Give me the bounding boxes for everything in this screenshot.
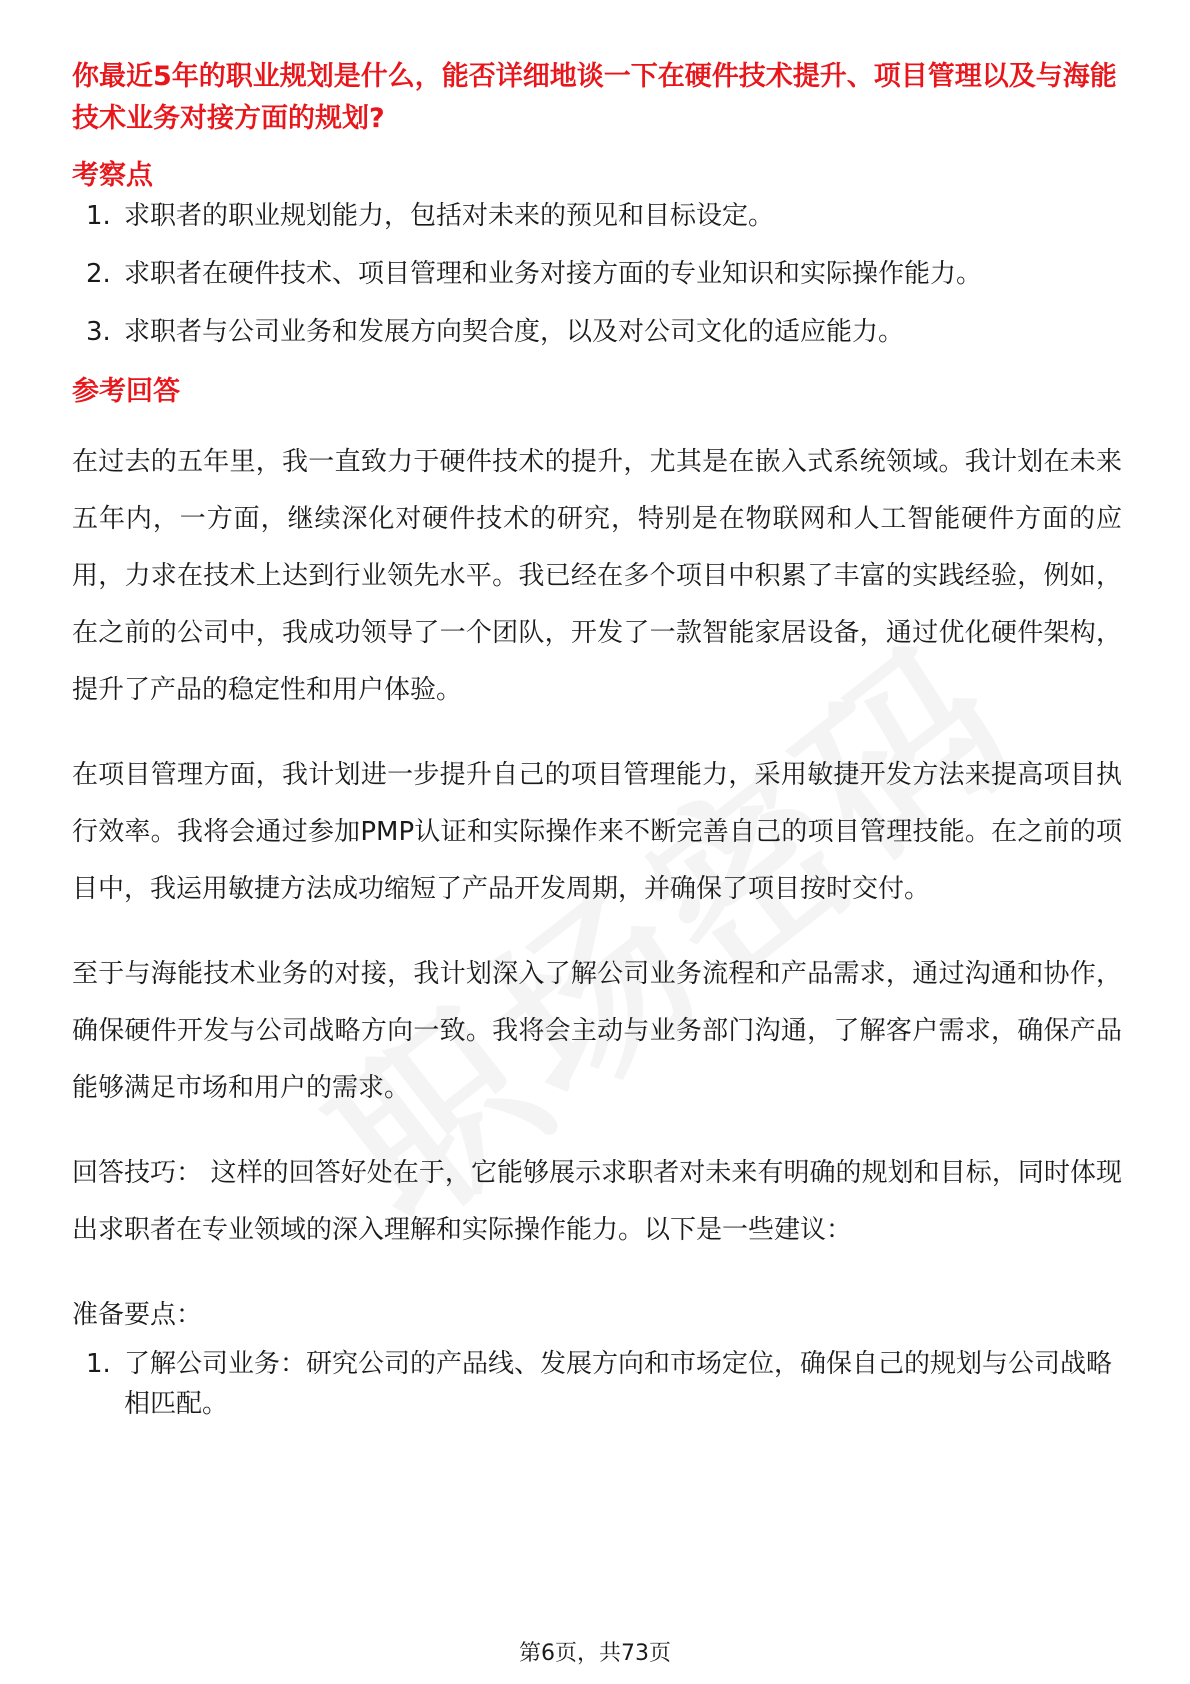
list-item [72, 196, 1122, 236]
list-item [72, 1344, 1122, 1424]
section-heading-cankao: 参考回答 [72, 376, 180, 407]
list-number: 3. [86, 317, 111, 347]
prep-label: 准备要点： [72, 1300, 203, 1330]
list-text: 求职者的职业规划能力，包括对未来的预见和目标设定。 [124, 201, 775, 231]
list-text: 了解公司业务：研究公司的产品线、发展方向和市场定位，确保自己的规划与公司战略相匹配。 [124, 1349, 1113, 1419]
prep-list [72, 1344, 1122, 1424]
list-number: 2. [86, 259, 111, 289]
answer-paragraph-3: 至于与海能技术业务的对接，我计划深入了解公司业务流程和产品需求，通过沟通和协作，确保硬件开发与公司战略方向一致。我将会主动与业务部门沟通，了解客户需求，确保产品能够满足市场和用户的需求。 [72, 959, 1122, 1103]
answer-paragraph-2: 在项目管理方面，我计划进一步提升自己的项目管理能力，采用敏捷开发方法来提高项目执行效率。我将会通过参加PMP认证和实际操作来不断完善自己的项目管理技能。在之前的项目中，我运用敏捷方法成功缩短了产品开发周期，并确保了项目按时交付。 [72, 760, 1122, 904]
kaocha-list [72, 196, 1122, 352]
list-text: 求职者与公司业务和发展方向契合度，以及对公司文化的适应能力。 [124, 317, 905, 347]
answer-tips-paragraph: 回答技巧： 这样的回答好处在于，它能够展示求职者对未来有明确的规划和目标，同时体现出求职者在专业领域的深入理解和实际操作能力。以下是一些建议： [72, 1158, 1122, 1245]
document-body [72, 56, 1122, 1424]
list-number: 1. [86, 1349, 111, 1379]
question-title: 你最近5年的职业规划是什么，能否详细地谈一下在硬件技术提升、项目管理以及与海能技术业务对接方面的规划? [72, 61, 1117, 134]
list-text: 求职者在硬件技术、项目管理和业务对接方面的专业知识和实际操作能力。 [124, 259, 983, 289]
list-number: 1. [86, 201, 111, 231]
page-footer: 第6页，共73页 [519, 1641, 671, 1666]
list-item [72, 312, 1122, 352]
section-heading-kaocha: 考察点 [72, 160, 153, 191]
list-item [72, 254, 1122, 294]
answer-paragraph-1: 在过去的五年里，我一直致力于硬件技术的提升，尤其是在嵌入式系统领域。我计划在未来五年内，一方面，继续深化对硬件技术的研究，特别是在物联网和人工智能硬件方面的应用，力求在技术上达到行业领先水平。我已经在多个项目中积累了丰富的实践经验，例如，在之前的公司中，我成功领导了一个团队，开发了一款智能家居设备，通过优化硬件架构，提升了产品的稳定性和用户体验。 [72, 447, 1122, 705]
